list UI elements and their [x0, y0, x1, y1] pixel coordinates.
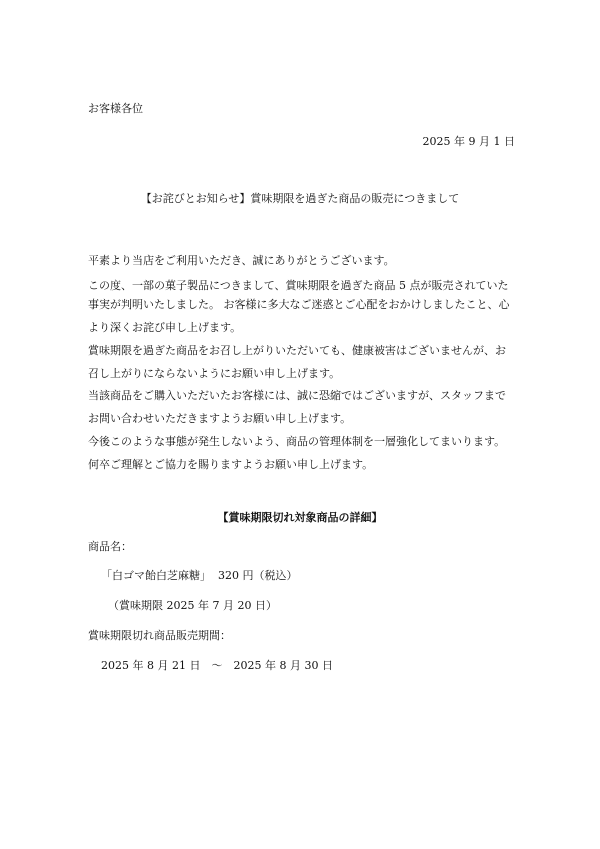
sales-period-value: 2025 年 8 月 21 日 ～ 2025 年 8 月 30 日 [101, 659, 333, 672]
details-heading: 【賞味期限切れ対象商品の詳細】 [217, 511, 383, 524]
body-line: 平素より当店をご利用いただき、誠にありがとうございます。 [88, 254, 395, 267]
product-price: 320 円（税込） [218, 569, 298, 582]
letter-date: 2025 年 9 月 1 日 [422, 135, 515, 148]
body-line: 召し上がりにならないようにお願い申し上げます。 [88, 367, 341, 380]
body-line: 今後このような事態が発生しないよう、商品の管理体制を一層強化してまいります。 [88, 435, 506, 448]
body-line: この度、一部の菓子製品につきまして、賞味期限を過ぎた商品 5 点が販売されていた [88, 279, 509, 292]
body-line: 当該商品をご購入いただいたお客様には、誠に恐縮ではございますが、スタッフまで [88, 389, 506, 402]
addressee: お客様各位 [88, 102, 143, 115]
body-line: より深くお詫び申し上げます。 [88, 321, 242, 334]
body-line: 事実が判明いたしました。 お客様に多大なご迷惑とご心配をおかけしましたこと、心 [88, 298, 510, 311]
letter-title: 【お詫びとお知らせ】賞味期限を過ぎた商品の販売につきまして [140, 192, 460, 205]
product-label: 商品名： [88, 540, 132, 553]
body-line: 賞味期限を過ぎた商品をお召し上がりいただいても、健康被害はございませんが、お [88, 344, 506, 357]
body-line: お問い合わせいただきますようお願い申し上げます。 [88, 412, 352, 425]
best-before-date: （賞味期限 2025 年 7 月 20 日） [108, 599, 277, 612]
product-name: 「白ゴマ飴白芝麻糖」 [101, 569, 211, 582]
body-line: 何卒ご理解とご協力を賜りますようお願い申し上げます。 [88, 458, 374, 471]
sales-period-label: 賞味期限切れ商品販売期間： [88, 629, 231, 642]
